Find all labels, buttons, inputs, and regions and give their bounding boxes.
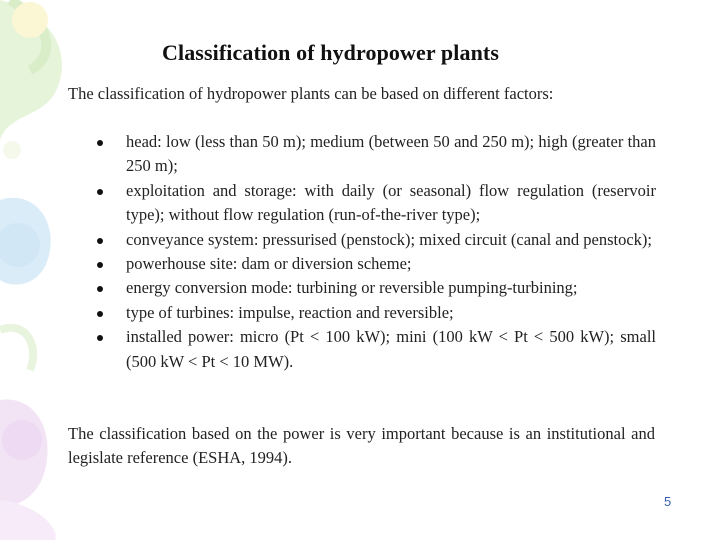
- list-item: [68, 325, 656, 374]
- closing-paragraph: The classification based on the power is very important because is an institutional and legislate reference (ESHA, 1994).: [68, 424, 655, 468]
- list-item: [68, 252, 656, 276]
- list-item: [68, 276, 656, 300]
- list-item: [68, 228, 656, 252]
- slide-title: Classification of hydropower plants: [162, 40, 500, 65]
- list-item-text: head: low (less than 50 m); medium (between 50 and 250 m); high (greater than 250 m);: [126, 132, 656, 176]
- classification-list: [68, 130, 656, 374]
- page-number: 5: [664, 494, 672, 509]
- list-item-text: conveyance system: pressurised (penstock); mixed circuit (canal and penstock);: [126, 229, 652, 249]
- bullet-icon: [97, 335, 103, 341]
- list-item-text: energy conversion mode: turbining or reversible pumping-turbining;: [126, 278, 578, 298]
- bullet-icon: [97, 189, 103, 195]
- list-item-text: exploitation and storage: with daily (or seasonal) flow regulation (reservoir type); without flow regulation (run-of-the-river type);: [126, 180, 656, 225]
- list-item-text: type of turbines: impulse, reaction and reversible;: [126, 302, 454, 322]
- intro-text: The classification of hydropower plants can be based on different factors:: [68, 84, 554, 103]
- bullet-icon: [97, 140, 103, 146]
- bullet-icon: [97, 286, 103, 292]
- list-item: [68, 301, 656, 325]
- bullet-icon: [97, 238, 103, 244]
- list-item-text: powerhouse site: dam or diversion scheme;: [126, 254, 412, 274]
- list-item: [68, 179, 656, 228]
- bullet-icon: [97, 311, 103, 317]
- list-item: [68, 130, 656, 179]
- list-item-text: installed power: micro (Pt < 100 kW); mini (100 kW < Pt < 500 kW); small (500 kW < Pt < 10 MW).: [126, 327, 656, 371]
- bullet-icon: [97, 262, 103, 268]
